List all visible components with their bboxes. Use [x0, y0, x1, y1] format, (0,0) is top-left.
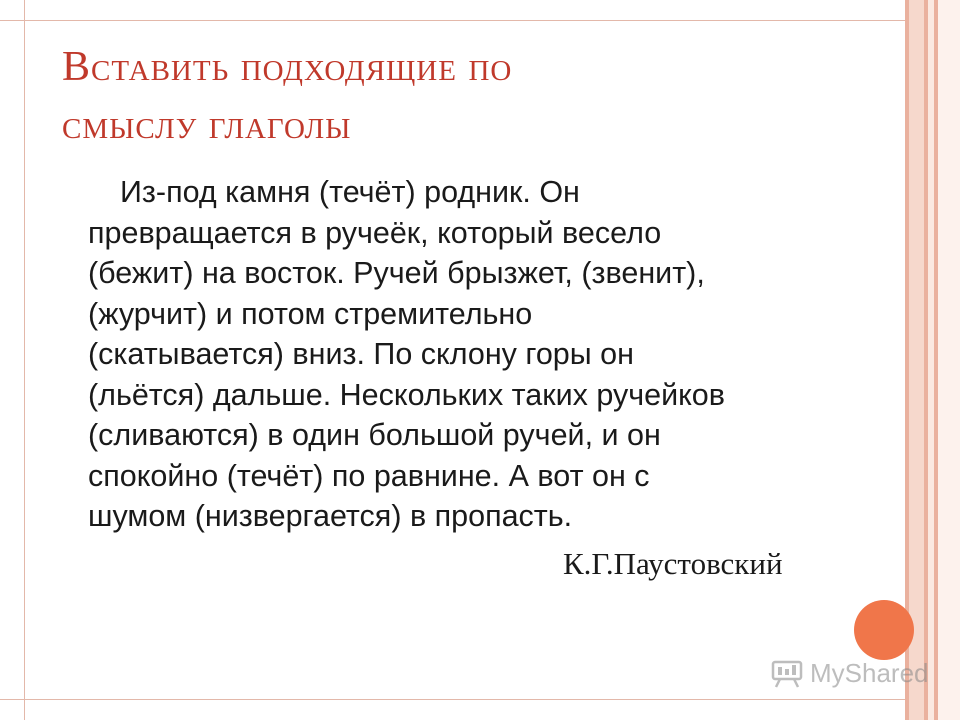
- slide-title-line: Вставить подходящие по: [62, 44, 513, 90]
- exercise-text-line: (скатывается) вниз. По склону горы он: [88, 337, 634, 371]
- frame-top-line: [0, 20, 905, 21]
- frame-bottom-line: [0, 699, 905, 700]
- presentation-board-icon: [770, 659, 804, 689]
- border-stripe: [909, 0, 924, 720]
- author-attribution: К.Г.Паустовский: [563, 546, 783, 581]
- exercise-text-line: (сливаются) в один большой ручей, и он: [88, 418, 661, 452]
- frame-left-line: [24, 0, 25, 720]
- exercise-text-line: шумом (низвергается) в пропасть.: [88, 499, 573, 533]
- slide-title-line: смыслу глаголы: [62, 102, 352, 148]
- exercise-text-line: спокойно (течёт) по равнине. А вот он с: [88, 458, 650, 493]
- watermark-text: MyShared: [810, 658, 929, 688]
- watermark: [770, 658, 929, 689]
- exercise-text-line: (бежит) на восток. Ручей брызжет, (звенит),: [88, 256, 705, 290]
- border-stripe: [938, 0, 960, 720]
- slide-title: [62, 38, 882, 154]
- exercise-text: [88, 172, 888, 537]
- decorative-circle: [854, 600, 914, 660]
- exercise-text-line: Из-под камня (течёт) родник. Он: [120, 175, 580, 209]
- exercise-text-line: превращается в ручеёк, который весело: [88, 215, 662, 250]
- exercise-text-line: (льётся) дальше. Нескольких таких ручейков: [88, 377, 725, 412]
- exercise-text-line: (журчит) и потом стремительно: [88, 296, 533, 331]
